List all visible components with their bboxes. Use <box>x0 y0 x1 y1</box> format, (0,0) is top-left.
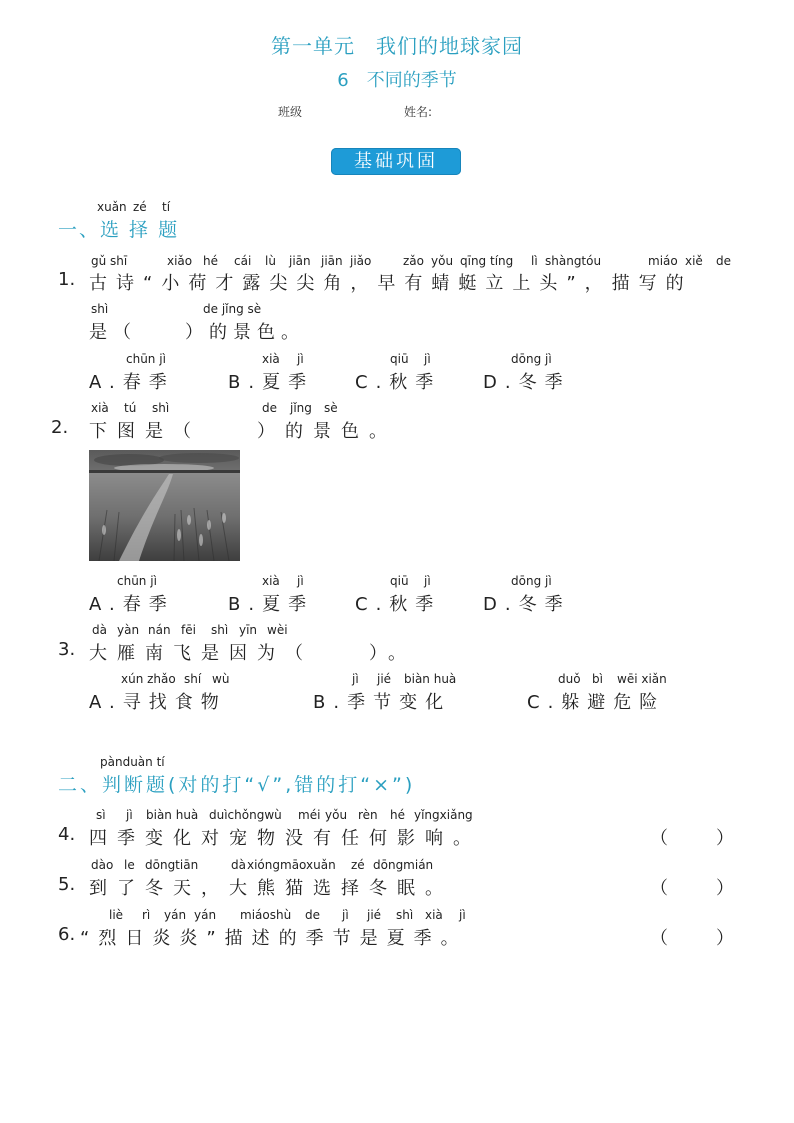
pinyin: xióngmāoxuǎn <box>247 858 336 872</box>
pinyin: duìchǒngwù <box>209 808 282 822</box>
pinyin: xià <box>262 574 280 588</box>
statement-text: 四季变化对宠物没有任何影响。 <box>89 828 481 849</box>
pinyin: yán <box>194 908 217 922</box>
pinyin: chūn jì <box>117 574 157 588</box>
option-c[interactable]: C.秋季 <box>355 372 442 393</box>
question-text: 古诗“小荷才露尖尖角，早有蜻蜓立上头”，描写的 <box>89 273 693 294</box>
pinyin: dà <box>92 623 107 637</box>
pinyin: xiǎo <box>167 254 193 268</box>
section-badge: 基础巩固 <box>331 148 461 175</box>
pinyin: qīng tíng <box>460 254 514 268</box>
question-text: 大雁南飞是因为（ ）。 <box>89 643 416 664</box>
section-heading-judge: 二、判断题(对的打“√”,错的打“×”) <box>58 774 416 796</box>
option-c[interactable]: C.躲避危险 <box>527 692 666 713</box>
class-label: 班级 <box>278 105 303 119</box>
pinyin: yīn <box>239 623 258 637</box>
pinyin: xià <box>91 401 109 415</box>
pinyin: de <box>305 908 320 922</box>
pinyin: le <box>124 858 135 872</box>
pinyin: lì <box>531 254 538 268</box>
option-b[interactable]: B.夏季 <box>228 594 315 615</box>
pinyin: sì <box>96 808 106 822</box>
pinyin: gǔ shī <box>91 254 128 268</box>
question-text: 下图是（ ）的景色。 <box>89 421 397 442</box>
question-number: 4. <box>58 824 76 845</box>
pinyin: miáoshù <box>240 908 292 922</box>
pinyin: liè <box>109 908 124 922</box>
pinyin: de <box>716 254 731 268</box>
pinyin: jǐng <box>290 401 312 415</box>
pinyin: jié <box>377 672 392 686</box>
answer-blank[interactable]: （ ） <box>650 828 738 849</box>
pinyin: jì <box>424 574 431 588</box>
pinyin: bì <box>592 672 603 686</box>
option-a[interactable]: A.春季 <box>89 594 175 615</box>
pinyin: xià <box>425 908 443 922</box>
pinyin: xià <box>262 352 280 366</box>
pinyin: yán <box>164 908 187 922</box>
answer-blank[interactable]: （ ） <box>650 928 738 949</box>
pinyin: xuǎn <box>97 200 127 214</box>
pinyin: shì <box>152 401 170 415</box>
pinyin: pànduàn tí <box>100 755 165 769</box>
pinyin: xiě <box>685 254 703 268</box>
pinyin: fēi <box>181 623 196 637</box>
pinyin: yǒu <box>431 254 454 268</box>
pinyin: yǐngxiǎng <box>414 808 473 822</box>
statement-text: “烈日炎炎”描述的季节是夏季。 <box>80 928 468 949</box>
question-number: 2. <box>51 417 69 438</box>
pinyin: cái <box>234 254 252 268</box>
pinyin: hé <box>390 808 405 822</box>
pinyin: lù <box>265 254 276 268</box>
pinyin: qiū <box>390 574 409 588</box>
pinyin: chūn jì <box>126 352 166 366</box>
wheat-field-photo <box>89 450 240 561</box>
pinyin: de jǐng sè <box>203 302 262 316</box>
pinyin: jì <box>352 672 359 686</box>
pinyin: jiān <box>321 254 343 268</box>
pinyin: wù <box>212 672 230 686</box>
pinyin: dōngtiān <box>145 858 199 872</box>
pinyin: nán <box>148 623 171 637</box>
pinyin: duǒ <box>558 672 581 686</box>
pinyin: qiū <box>390 352 409 366</box>
pinyin: de <box>262 401 277 415</box>
pinyin: tú <box>124 401 137 415</box>
pinyin: hé <box>203 254 218 268</box>
pinyin: shì <box>396 908 414 922</box>
pinyin: dōng jì <box>511 352 552 366</box>
pinyin: shì <box>211 623 229 637</box>
pinyin: méi <box>298 808 321 822</box>
option-b[interactable]: B.季节变化 <box>313 692 452 713</box>
pinyin: shí <box>184 672 202 686</box>
pinyin: jié <box>367 908 382 922</box>
pinyin: rì <box>142 908 151 922</box>
name-label: 姓名: <box>404 105 433 119</box>
pinyin: wēi xiǎn <box>617 672 667 686</box>
question-number: 5. <box>58 874 76 895</box>
section-heading-choice: 一、选 择 题 <box>58 219 180 241</box>
question-number: 1. <box>58 269 76 290</box>
pinyin: biàn huà <box>146 808 199 822</box>
pinyin: shì <box>91 302 109 316</box>
pinyin: dōngmián <box>373 858 434 872</box>
option-c[interactable]: C.秋季 <box>355 594 442 615</box>
pinyin: jì <box>126 808 133 822</box>
pinyin: sè <box>324 401 338 415</box>
pinyin: jì <box>342 908 349 922</box>
option-b[interactable]: B.夏季 <box>228 372 315 393</box>
pinyin: zǎo <box>403 254 424 268</box>
statement-text: 到了冬天，大熊猫选择冬眠。 <box>89 878 453 899</box>
pinyin: yǒu <box>325 808 348 822</box>
question-number: 6. <box>58 924 76 945</box>
pinyin: dōng jì <box>511 574 552 588</box>
pinyin: jiǎo <box>350 254 372 268</box>
answer-blank[interactable]: （ ） <box>650 878 738 899</box>
pinyin: wèi <box>267 623 288 637</box>
pinyin: shàngtóu <box>545 254 602 268</box>
option-a[interactable]: A.春季 <box>89 372 175 393</box>
pinyin: rèn <box>358 808 378 822</box>
pinyin: yàn <box>117 623 140 637</box>
question-number: 3. <box>58 639 76 660</box>
pinyin: tí <box>162 200 171 214</box>
unit-title: 第一单元 我们的地球家园 <box>271 34 523 58</box>
pinyin: zé <box>351 858 365 872</box>
pinyin: jiān <box>289 254 311 268</box>
pinyin: dà <box>231 858 246 872</box>
question-text: 是（ ）的景色。 <box>89 322 305 343</box>
pinyin: miáo <box>648 254 678 268</box>
pinyin: dào <box>91 858 114 872</box>
pinyin: zé <box>133 200 147 214</box>
option-d[interactable]: D.冬季 <box>483 372 571 393</box>
option-d[interactable]: D.冬季 <box>483 594 571 615</box>
pinyin: jì <box>459 908 466 922</box>
pinyin: jì <box>424 352 431 366</box>
option-a[interactable]: A.寻找食物 <box>89 692 227 713</box>
pinyin: jì <box>297 352 304 366</box>
lesson-title: 6 不同的季节 <box>337 70 457 91</box>
pinyin: jì <box>297 574 304 588</box>
pinyin: biàn huà <box>404 672 457 686</box>
pinyin: xún zhǎo <box>121 672 176 686</box>
